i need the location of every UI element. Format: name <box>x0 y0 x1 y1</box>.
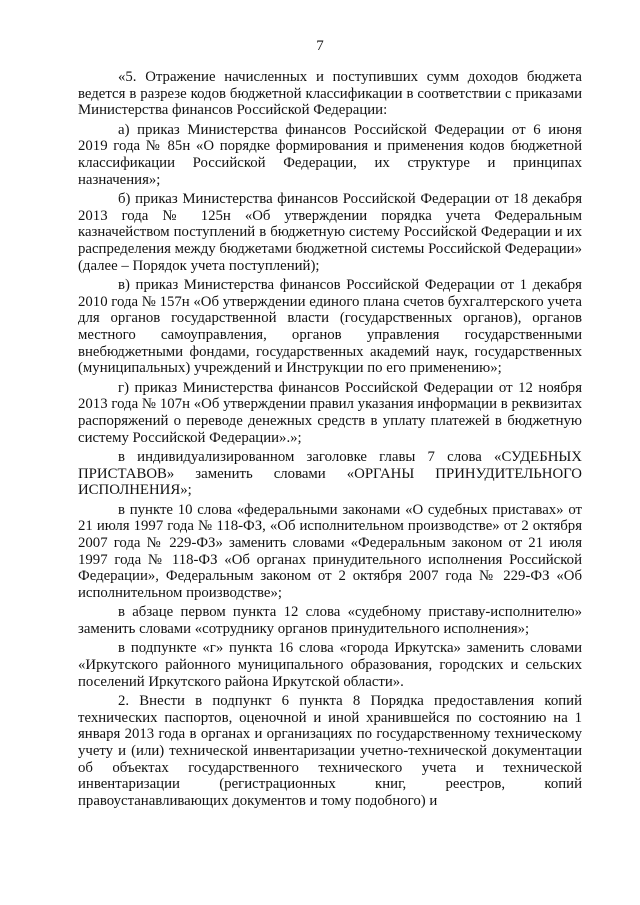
paragraph-item-5-intro: «5. Отражение начисленных и поступивших сумм доходов бюджета ведется в разрезе кодов бюджетной классификации в соответствии с приказами Министерства финансов Российской Федерации: <box>78 69 582 119</box>
paragraph-point-12: в абзаце первом пункта 12 слова «судебному приставу-исполнителю» заменить словами «сотруднику органов принудительного исполнения»; <box>78 604 582 637</box>
paragraph-subitem-b: б) приказ Министерства финансов Российской Федерации от 18 декабря 2013 года № 125н «Об утверждении порядка учета Федеральным казначейством поступлений в бюджетную систему Российской Федерации и их распределения между бюджетами бюджетной системы Российской Федерации» (далее – Порядок учета поступлений); <box>78 190 582 274</box>
paragraph-point-10: в пункте 10 слова «федеральными законами «О судебных приставах» от 21 июля 1997 года № 118-ФЗ, «Об исполнительном производстве» от 2 октября 2007 года № 229-ФЗ» заменить словами «Федеральным законом от 21 июля 1997 года № 118-ФЗ «Об органах принудительного исполнения Российской Федерации», Федеральным законом от 2 октября 2007 года № 229-ФЗ «Об исполнительном производстве»; <box>78 501 582 602</box>
paragraph-section-2: 2. Внести в подпункт 6 пункта 8 Порядка предоставления копий технических паспортов, оценочной и иной хранившейся по состоянию на 1 января 2013 года в органах и организациях по государственному техническому учету и (или) технической инвентаризации учетно-технической документации об объектах государственного технического учета и технической инвентаризации (регистрационных книг, реестров, копий правоустанавливающих документов и тому подобного) и <box>78 692 582 810</box>
page-number: 7 <box>316 38 324 54</box>
document-body <box>78 69 582 812</box>
paragraph-chapter-7-heading: в индивидуализированном заголовке главы 7 слова «СУДЕБНЫХ ПРИСТАВОВ» заменить словами «ОРГАНЫ ПРИНУДИТЕЛЬНОГО ИСПОЛНЕНИЯ»; <box>78 448 582 499</box>
paragraph-subitem-g: г) приказ Министерства финансов Российской Федерации от 12 ноября 2013 года № 107н «Об утверждении правил указания информации в реквизитах распоряжений о переводе денежных средств в уплату платежей в бюджетную систему Российской Федерации».»; <box>78 379 582 446</box>
paragraph-point-16: в подпункте «г» пункта 16 слова «города Иркутска» заменить словами «Иркутского районного муниципального образования, городских и сельских поселений Иркутского района Иркутской области». <box>78 640 582 690</box>
paragraph-subitem-a: а) приказ Министерства финансов Российской Федерации от 6 июня 2019 года № 85н «О порядке формирования и применения кодов бюджетной классификации Российской Федерации, их структуре и принципах назначения»; <box>78 121 582 188</box>
paragraph-subitem-v: в) приказ Министерства финансов Российской Федерации от 1 декабря 2010 года № 157н «Об утверждении единого плана счетов бухгалтерского учета для органов государственной власти (государственных органов), органов местного самоуправления, органов управления государственными внебюджетными фондами, государственных академий наук, государственных (муниципальных) учреждений и Инструкции по его применению»; <box>78 276 583 377</box>
